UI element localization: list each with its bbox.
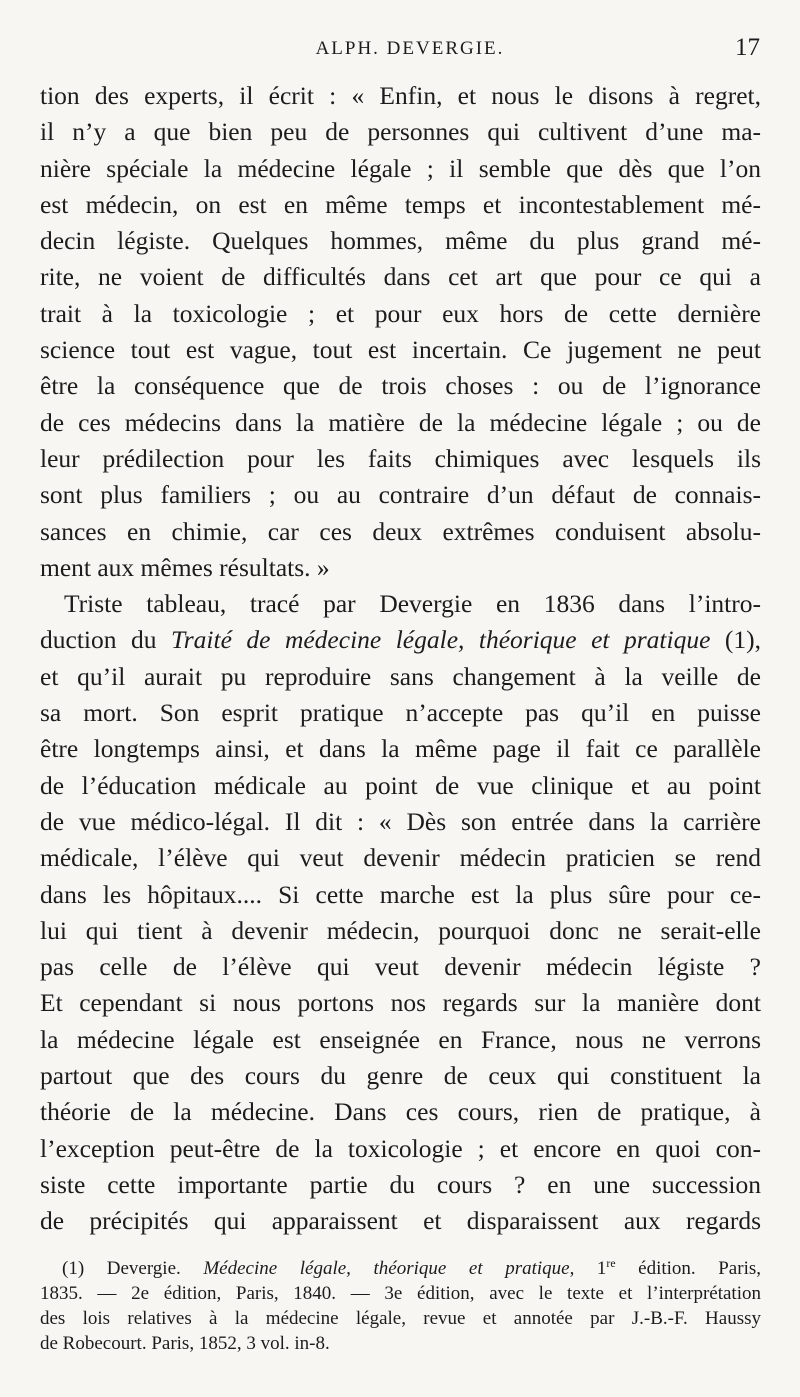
text-line: partout que des cours du genre de ceux qui constituent la: [40, 1061, 761, 1091]
text-line: médicale, l’élève qui veut devenir médecin praticien se rend: [40, 843, 761, 873]
footnote-line: de Robecourt. Paris, 1852, 3 vol. in-8.: [40, 1333, 330, 1354]
text-line: lui qui tient à devenir médecin, pourquoi donc ne serait-elle: [40, 915, 761, 945]
footnote-text: édition. Paris,: [615, 1258, 761, 1279]
text-fragment: duction du: [40, 625, 171, 655]
text-line: leur prédilection pour les faits chimiques avec lesquels ils: [40, 443, 761, 473]
footnote-line: [40, 1256, 761, 1281]
page-number: 17: [735, 34, 760, 61]
text-line: de vue médico-légal. Il dit : « Dès son entrée dans la carrière: [40, 806, 761, 836]
text-line: siste cette importante partie du cours ? en une succession: [40, 1169, 761, 1199]
text-line: pas celle de l’élève qui veut devenir médecin légiste ?: [40, 952, 761, 982]
text-fragment: (1),: [710, 625, 761, 655]
text-line: trait à la toxicologie ; et pour eux hors de cette dernière: [40, 298, 761, 328]
footnote-book-title: Médecine légale, théorique et pratique: [203, 1258, 570, 1279]
text-line: sances en chimie, car ces deux extrêmes conduisent absolu-: [40, 516, 761, 546]
text-line-with-title: [40, 622, 761, 658]
footnote-line: 1835. — 2e édition, Paris, 1840. — 3e édition, avec le texte et l’interprétation: [40, 1283, 761, 1304]
text-line: de l’éducation médicale au point de vue clinique et au point: [40, 770, 761, 800]
footnotes: [40, 1256, 761, 1356]
text-line: sont plus familiers ; ou au contraire d’un défaut de connais-: [40, 480, 761, 510]
text-line: être la conséquence que de trois choses : ou de l’ignorance: [40, 371, 761, 401]
footnote-text: (1) Devergie.: [62, 1258, 204, 1279]
text-line: sa mort. Son esprit pratique n’accepte pas qu’il en puisse: [40, 698, 761, 728]
footnote-text: , 1: [569, 1258, 607, 1279]
text-line: la médecine légale est enseignée en France, nous ne verrons: [40, 1024, 761, 1054]
text-line: théorie de la médecine. Dans ces cours, rien de pratique, à: [40, 1097, 761, 1127]
text-line: est médecin, on est en même temps et incontestablement mé-: [40, 189, 761, 219]
footnote-superscript: re: [606, 1257, 616, 1270]
footnote-line: des lois relatives à la médecine légale, revue et annotée par J.-B.-F. Haussy: [40, 1308, 761, 1329]
text-line: Triste tableau, tracé par Devergie en 1836 dans l’intro-: [64, 589, 761, 619]
text-line: science tout est vague, tout est incertain. Ce jugement ne peut: [40, 335, 761, 365]
running-title: ALPH. DEVERGIE.: [315, 38, 505, 59]
text-line: ment aux mêmes résultats. »: [40, 552, 330, 582]
text-line: l’exception peut-être de la toxicologie ; et encore en quoi con-: [40, 1133, 761, 1163]
main-text: [40, 78, 761, 1240]
text-line: decin légiste. Quelques hommes, même du plus grand mé-: [40, 226, 761, 256]
text-line: nière spéciale la médecine légale ; il semble que dès que l’on: [40, 153, 761, 183]
text-line: de précipités qui apparaissent et disparaissent aux regards: [40, 1206, 761, 1236]
text-line: Et cependant si nous portons nos regards sur la manière dont: [40, 988, 761, 1018]
page-header: [60, 34, 760, 68]
text-line: il n’y a que bien peu de personnes qui cultivent d’une ma-: [40, 117, 761, 147]
text-line: dans les hôpitaux.... Si cette marche est la plus sûre pour ce-: [40, 879, 761, 909]
text-line: tion des experts, il écrit : « Enfin, et nous le disons à regret,: [40, 81, 761, 110]
text-line: de ces médecins dans la matière de la médecine légale ; ou de: [40, 407, 761, 437]
text-line: rite, ne voient de difficultés dans cet art que pour ce qui a: [40, 262, 761, 292]
text-line: et qu’il aurait pu reproduire sans changement à la veille de: [40, 661, 761, 691]
book-title: Traité de médecine légale, théorique et pratique: [170, 625, 711, 655]
text-line: être longtemps ainsi, et dans la même page il fait ce parallèle: [40, 734, 761, 764]
